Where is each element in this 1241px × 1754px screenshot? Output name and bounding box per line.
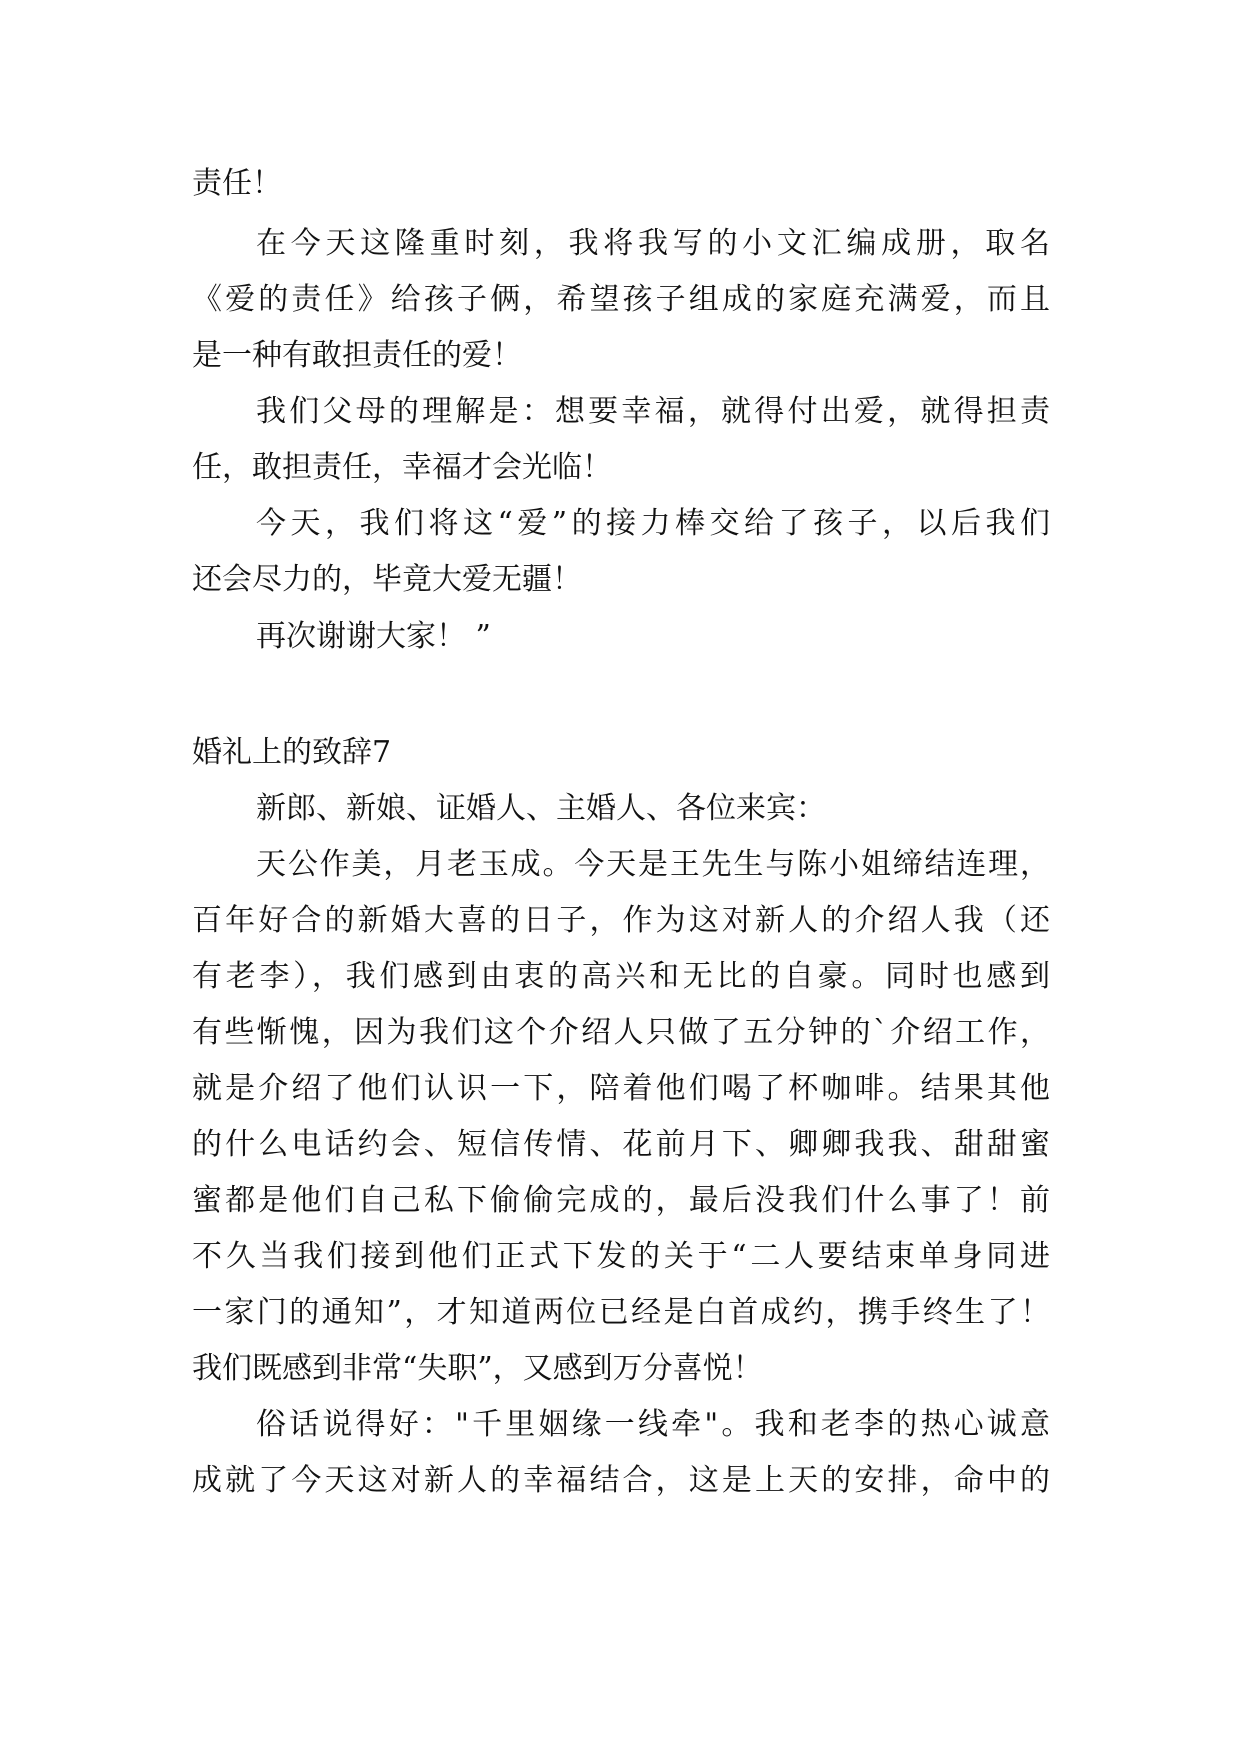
text-line: 还会尽力的，毕竟大爱无疆！ [192, 562, 582, 597]
paragraph-first-line: 今天，我们将这“爱”的接力棒交给了孩子，以后我们 [256, 506, 1050, 541]
text-line: 百年好合的新婚大喜的日子，作为这对新人的介绍人我（还 [192, 903, 1050, 938]
salutation-line: 新郎、新娘、证婚人、主婚人、各位来宾： [256, 791, 826, 826]
paragraph-first-line: 俗话说得好："千里姻缘一线牵"。我和老李的热心诚意 [256, 1407, 1050, 1442]
paragraph-first-line: 天公作美，月老玉成。今天是王先生与陈小姐缔结连理， [256, 847, 1050, 882]
text-line: 一家门的通知”，才知道两位已经是白首成约，携手终生了！ [192, 1295, 1050, 1330]
paragraph-first-line: 再次谢谢大家！ ” [256, 619, 491, 654]
text-line: 的什么电话约会、短信传情、花前月下、卿卿我我、甜甜蜜 [192, 1127, 1050, 1162]
text-line: 责任！ [192, 166, 282, 201]
text-line: 不久当我们接到他们正式下发的关于“二人要结束单身同进 [192, 1239, 1050, 1274]
text-line: 有老李），我们感到由衷的高兴和无比的自豪。同时也感到 [192, 959, 1050, 994]
text-line: 就是介绍了他们认识一下，陪着他们喝了杯咖啡。结果其他 [192, 1071, 1050, 1106]
text-line: 有些惭愧，因为我们这个介绍人只做了五分钟的`介绍工作， [192, 1015, 1050, 1050]
text-line: 是一种有敢担责任的爱！ [192, 338, 522, 373]
paragraph-first-line: 在今天这隆重时刻，我将我写的小文汇编成册，取名 [256, 226, 1050, 261]
text-line: 《爱的责任》给孩子俩，希望孩子组成的家庭充满爱，而且 [192, 282, 1050, 317]
text-line: 成就了今天这对新人的幸福结合，这是上天的安排，命中的 [192, 1463, 1050, 1498]
paragraph-first-line: 我们父母的理解是：想要幸福，就得付出爱，就得担责 [256, 394, 1050, 429]
text-line: 蜜都是他们自己私下偷偷完成的，最后没我们什么事了！前 [192, 1183, 1050, 1218]
text-line: 任，敢担责任，幸福才会光临！ [192, 450, 612, 485]
section-heading: 婚礼上的致辞7 [192, 735, 392, 770]
text-line: 我们既感到非常“失职”，又感到万分喜悦！ [192, 1351, 763, 1386]
